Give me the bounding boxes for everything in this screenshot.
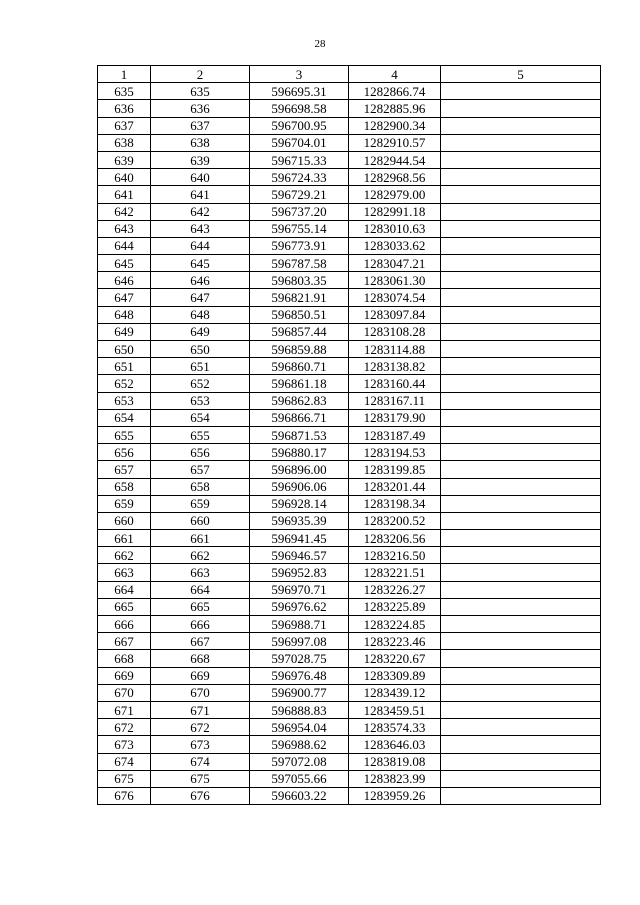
- table-cell: [441, 616, 601, 633]
- table-cell: 596860.71: [250, 358, 349, 375]
- table-cell: 657: [151, 461, 250, 478]
- table-cell: 670: [151, 684, 250, 701]
- table-cell: 647: [98, 289, 151, 306]
- table-cell: 1283074.54: [349, 289, 441, 306]
- table-cell: [441, 770, 601, 787]
- table-cell: [441, 117, 601, 134]
- table-cell: [441, 341, 601, 358]
- table-cell: 1283114.88: [349, 341, 441, 358]
- table-cell: 1283646.03: [349, 736, 441, 753]
- table-row: [98, 581, 601, 598]
- table-cell: [441, 581, 601, 598]
- table-cell: 597028.75: [250, 650, 349, 667]
- table-cell: 662: [98, 547, 151, 564]
- table-cell: 667: [98, 633, 151, 650]
- table-cell: 1283194.53: [349, 444, 441, 461]
- table-cell: [441, 169, 601, 186]
- table-cell: 1283097.84: [349, 306, 441, 323]
- table-cell: 667: [151, 633, 250, 650]
- table-row: [98, 633, 601, 650]
- table-row: [98, 770, 601, 787]
- table-cell: 1283574.33: [349, 719, 441, 736]
- table-cell: 596755.14: [250, 220, 349, 237]
- table-cell: 639: [98, 151, 151, 168]
- column-header: 1: [98, 66, 151, 83]
- table-cell: 649: [98, 323, 151, 340]
- table-cell: 1282866.74: [349, 83, 441, 100]
- table-row: [98, 83, 601, 100]
- table-cell: [441, 220, 601, 237]
- table-row: [98, 530, 601, 547]
- table-cell: 1283225.89: [349, 598, 441, 615]
- table-cell: 596724.33: [250, 169, 349, 186]
- table-row: [98, 719, 601, 736]
- table-cell: [441, 736, 601, 753]
- table-cell: 672: [151, 719, 250, 736]
- table-cell: 596704.01: [250, 134, 349, 151]
- column-header: 5: [441, 66, 601, 83]
- table-cell: 650: [98, 341, 151, 358]
- table-cell: [441, 598, 601, 615]
- table-cell: 1283216.50: [349, 547, 441, 564]
- table-cell: 640: [98, 169, 151, 186]
- table-cell: [441, 495, 601, 512]
- table-cell: 646: [98, 272, 151, 289]
- table-cell: 653: [98, 392, 151, 409]
- table-cell: 659: [98, 495, 151, 512]
- table-cell: 644: [98, 237, 151, 254]
- table-row: [98, 203, 601, 220]
- table-row: [98, 444, 601, 461]
- column-header: 4: [349, 66, 441, 83]
- table-row: [98, 564, 601, 581]
- table-header-row: [98, 66, 601, 83]
- table-cell: 596871.53: [250, 426, 349, 443]
- table-cell: 1283033.62: [349, 237, 441, 254]
- table-cell: [441, 237, 601, 254]
- table-cell: 638: [98, 134, 151, 151]
- table-cell: 1283226.27: [349, 581, 441, 598]
- table-row: [98, 220, 601, 237]
- table-row: [98, 375, 601, 392]
- table-row: [98, 616, 601, 633]
- table-cell: 1282991.18: [349, 203, 441, 220]
- table-cell: 636: [98, 100, 151, 117]
- table-cell: 645: [98, 255, 151, 272]
- table-body: [98, 83, 601, 805]
- page-number: 28: [314, 38, 326, 50]
- table-row: [98, 392, 601, 409]
- table-cell: 596695.31: [250, 83, 349, 100]
- table-row: [98, 598, 601, 615]
- table-cell: 596900.77: [250, 684, 349, 701]
- table-cell: 648: [98, 306, 151, 323]
- table-cell: [441, 375, 601, 392]
- table-cell: [441, 461, 601, 478]
- table-cell: 673: [151, 736, 250, 753]
- table-cell: 671: [98, 701, 151, 718]
- table-cell: 1283167.11: [349, 392, 441, 409]
- table-cell: 596850.51: [250, 306, 349, 323]
- table-cell: 655: [151, 426, 250, 443]
- table-cell: 1283819.08: [349, 753, 441, 770]
- table-cell: 674: [151, 753, 250, 770]
- table-cell: [441, 684, 601, 701]
- table-cell: 669: [98, 667, 151, 684]
- table-cell: 1282968.56: [349, 169, 441, 186]
- table-cell: 1282910.57: [349, 134, 441, 151]
- table-row: [98, 409, 601, 426]
- table-cell: 668: [98, 650, 151, 667]
- table-cell: [441, 306, 601, 323]
- table-cell: 1283179.90: [349, 409, 441, 426]
- table-cell: 1283959.26: [349, 787, 441, 804]
- table-cell: 596803.35: [250, 272, 349, 289]
- table-cell: [441, 478, 601, 495]
- table-cell: 648: [151, 306, 250, 323]
- table-cell: 661: [98, 530, 151, 547]
- table-cell: 596997.08: [250, 633, 349, 650]
- table-cell: 676: [98, 787, 151, 804]
- table-cell: 642: [151, 203, 250, 220]
- table-cell: 647: [151, 289, 250, 306]
- table-row: [98, 701, 601, 718]
- table-cell: 650: [151, 341, 250, 358]
- table-cell: 676: [151, 787, 250, 804]
- table-cell: 666: [98, 616, 151, 633]
- table-cell: 660: [98, 512, 151, 529]
- table-row: [98, 186, 601, 203]
- table-cell: [441, 83, 601, 100]
- table-cell: 654: [151, 409, 250, 426]
- table-cell: [441, 426, 601, 443]
- table-cell: 596941.45: [250, 530, 349, 547]
- table-cell: 1283201.44: [349, 478, 441, 495]
- table-cell: 656: [98, 444, 151, 461]
- table-cell: 644: [151, 237, 250, 254]
- table-cell: 637: [151, 117, 250, 134]
- table-cell: 643: [98, 220, 151, 237]
- table-cell: 1283199.85: [349, 461, 441, 478]
- table-cell: 596906.06: [250, 478, 349, 495]
- table-row: [98, 667, 601, 684]
- table-cell: [441, 100, 601, 117]
- table-cell: 661: [151, 530, 250, 547]
- table-cell: 1283108.28: [349, 323, 441, 340]
- table-cell: 1282900.34: [349, 117, 441, 134]
- table-cell: 641: [98, 186, 151, 203]
- table-cell: 1283047.21: [349, 255, 441, 272]
- table-cell: [441, 753, 601, 770]
- table-cell: [441, 701, 601, 718]
- table-row: [98, 117, 601, 134]
- table-cell: [441, 547, 601, 564]
- table-cell: 596952.83: [250, 564, 349, 581]
- table-row: [98, 341, 601, 358]
- table-cell: 652: [151, 375, 250, 392]
- table-cell: 662: [151, 547, 250, 564]
- table-row: [98, 753, 601, 770]
- table-row: [98, 323, 601, 340]
- table-row: [98, 461, 601, 478]
- table-cell: 642: [98, 203, 151, 220]
- table-cell: [441, 787, 601, 804]
- table-cell: 641: [151, 186, 250, 203]
- table-cell: 673: [98, 736, 151, 753]
- table-cell: 596700.95: [250, 117, 349, 134]
- table-row: [98, 787, 601, 804]
- coordinates-table: [97, 65, 601, 805]
- table-cell: 596970.71: [250, 581, 349, 598]
- table-row: [98, 134, 601, 151]
- table-cell: 597072.08: [250, 753, 349, 770]
- table-row: [98, 255, 601, 272]
- table-cell: 596976.62: [250, 598, 349, 615]
- table-cell: 596880.17: [250, 444, 349, 461]
- table-cell: [441, 719, 601, 736]
- table-cell: [441, 134, 601, 151]
- table-cell: 675: [151, 770, 250, 787]
- table-cell: 597055.66: [250, 770, 349, 787]
- table-row: [98, 650, 601, 667]
- table-cell: 596862.83: [250, 392, 349, 409]
- table-cell: 1283223.46: [349, 633, 441, 650]
- table-cell: 651: [151, 358, 250, 375]
- table-cell: [441, 392, 601, 409]
- table-cell: [441, 151, 601, 168]
- table-cell: [441, 289, 601, 306]
- table-row: [98, 169, 601, 186]
- table-cell: 1283198.34: [349, 495, 441, 512]
- table-cell: [441, 633, 601, 650]
- table-cell: 1283221.51: [349, 564, 441, 581]
- table-cell: 657: [98, 461, 151, 478]
- table-cell: 663: [98, 564, 151, 581]
- column-header: 3: [250, 66, 349, 83]
- table-cell: 1283439.12: [349, 684, 441, 701]
- table-cell: 653: [151, 392, 250, 409]
- table-cell: 596888.83: [250, 701, 349, 718]
- table-cell: [441, 358, 601, 375]
- table-cell: 635: [98, 83, 151, 100]
- table-cell: 651: [98, 358, 151, 375]
- table-cell: 596857.44: [250, 323, 349, 340]
- table-cell: 675: [98, 770, 151, 787]
- table-cell: 652: [98, 375, 151, 392]
- table-cell: [441, 186, 601, 203]
- table-cell: 1282885.96: [349, 100, 441, 117]
- table-cell: 1283459.51: [349, 701, 441, 718]
- table-cell: 646: [151, 272, 250, 289]
- table-cell: [441, 667, 601, 684]
- table-cell: 596859.88: [250, 341, 349, 358]
- table-row: [98, 736, 601, 753]
- table-row: [98, 100, 601, 117]
- table-row: [98, 426, 601, 443]
- table-row: [98, 684, 601, 701]
- table-cell: 638: [151, 134, 250, 151]
- table-cell: 654: [98, 409, 151, 426]
- table-row: [98, 478, 601, 495]
- table-cell: 655: [98, 426, 151, 443]
- table-cell: 659: [151, 495, 250, 512]
- table-cell: [441, 255, 601, 272]
- table-cell: 1283010.63: [349, 220, 441, 237]
- table-row: [98, 272, 601, 289]
- table-cell: 596715.33: [250, 151, 349, 168]
- table-row: [98, 237, 601, 254]
- table-cell: 596976.48: [250, 667, 349, 684]
- table-cell: 596603.22: [250, 787, 349, 804]
- table-cell: 645: [151, 255, 250, 272]
- table-cell: 596928.14: [250, 495, 349, 512]
- table-cell: 1283187.49: [349, 426, 441, 443]
- table-cell: 1283200.52: [349, 512, 441, 529]
- table-row: [98, 547, 601, 564]
- table-cell: [441, 650, 601, 667]
- table-cell: 649: [151, 323, 250, 340]
- table-cell: 596988.62: [250, 736, 349, 753]
- table-row: [98, 151, 601, 168]
- table-cell: 672: [98, 719, 151, 736]
- table-cell: 596861.18: [250, 375, 349, 392]
- table-row: [98, 358, 601, 375]
- table-cell: 636: [151, 100, 250, 117]
- table-cell: [441, 512, 601, 529]
- table-row: [98, 512, 601, 529]
- table-cell: [441, 530, 601, 547]
- table-cell: 596729.21: [250, 186, 349, 203]
- table-cell: 596787.58: [250, 255, 349, 272]
- table-cell: 674: [98, 753, 151, 770]
- table-cell: 658: [151, 478, 250, 495]
- table-cell: 1283224.85: [349, 616, 441, 633]
- table-cell: 660: [151, 512, 250, 529]
- table-cell: 596988.71: [250, 616, 349, 633]
- table-cell: 671: [151, 701, 250, 718]
- table-cell: 1283061.30: [349, 272, 441, 289]
- table-cell: 596946.57: [250, 547, 349, 564]
- table-cell: 1282979.00: [349, 186, 441, 203]
- table-cell: 596773.91: [250, 237, 349, 254]
- table-cell: 635: [151, 83, 250, 100]
- table-cell: 669: [151, 667, 250, 684]
- table-cell: 1283206.56: [349, 530, 441, 547]
- table-cell: 1283823.99: [349, 770, 441, 787]
- table-cell: 664: [98, 581, 151, 598]
- table-cell: 658: [98, 478, 151, 495]
- table-cell: 639: [151, 151, 250, 168]
- table-cell: 663: [151, 564, 250, 581]
- table-cell: 596896.00: [250, 461, 349, 478]
- table-cell: 596866.71: [250, 409, 349, 426]
- table-row: [98, 306, 601, 323]
- table-cell: 664: [151, 581, 250, 598]
- table-cell: 596698.58: [250, 100, 349, 117]
- table-row: [98, 495, 601, 512]
- table-cell: 643: [151, 220, 250, 237]
- table-cell: [441, 409, 601, 426]
- table-cell: [441, 203, 601, 220]
- table-cell: 596737.20: [250, 203, 349, 220]
- table-cell: 668: [151, 650, 250, 667]
- table-cell: 1283309.89: [349, 667, 441, 684]
- table-cell: 637: [98, 117, 151, 134]
- table-cell: 1282944.54: [349, 151, 441, 168]
- table-cell: 640: [151, 169, 250, 186]
- table-cell: 596821.91: [250, 289, 349, 306]
- table-cell: 1283138.82: [349, 358, 441, 375]
- table-cell: 1283220.67: [349, 650, 441, 667]
- table-row: [98, 289, 601, 306]
- table-cell: 596935.39: [250, 512, 349, 529]
- table-cell: 665: [151, 598, 250, 615]
- column-header: 2: [151, 66, 250, 83]
- table-cell: [441, 564, 601, 581]
- table-cell: 596954.04: [250, 719, 349, 736]
- table-cell: [441, 272, 601, 289]
- table-cell: 670: [98, 684, 151, 701]
- table-cell: 1283160.44: [349, 375, 441, 392]
- table-cell: [441, 444, 601, 461]
- table-cell: 656: [151, 444, 250, 461]
- table-cell: 665: [98, 598, 151, 615]
- table-cell: 666: [151, 616, 250, 633]
- table-cell: [441, 323, 601, 340]
